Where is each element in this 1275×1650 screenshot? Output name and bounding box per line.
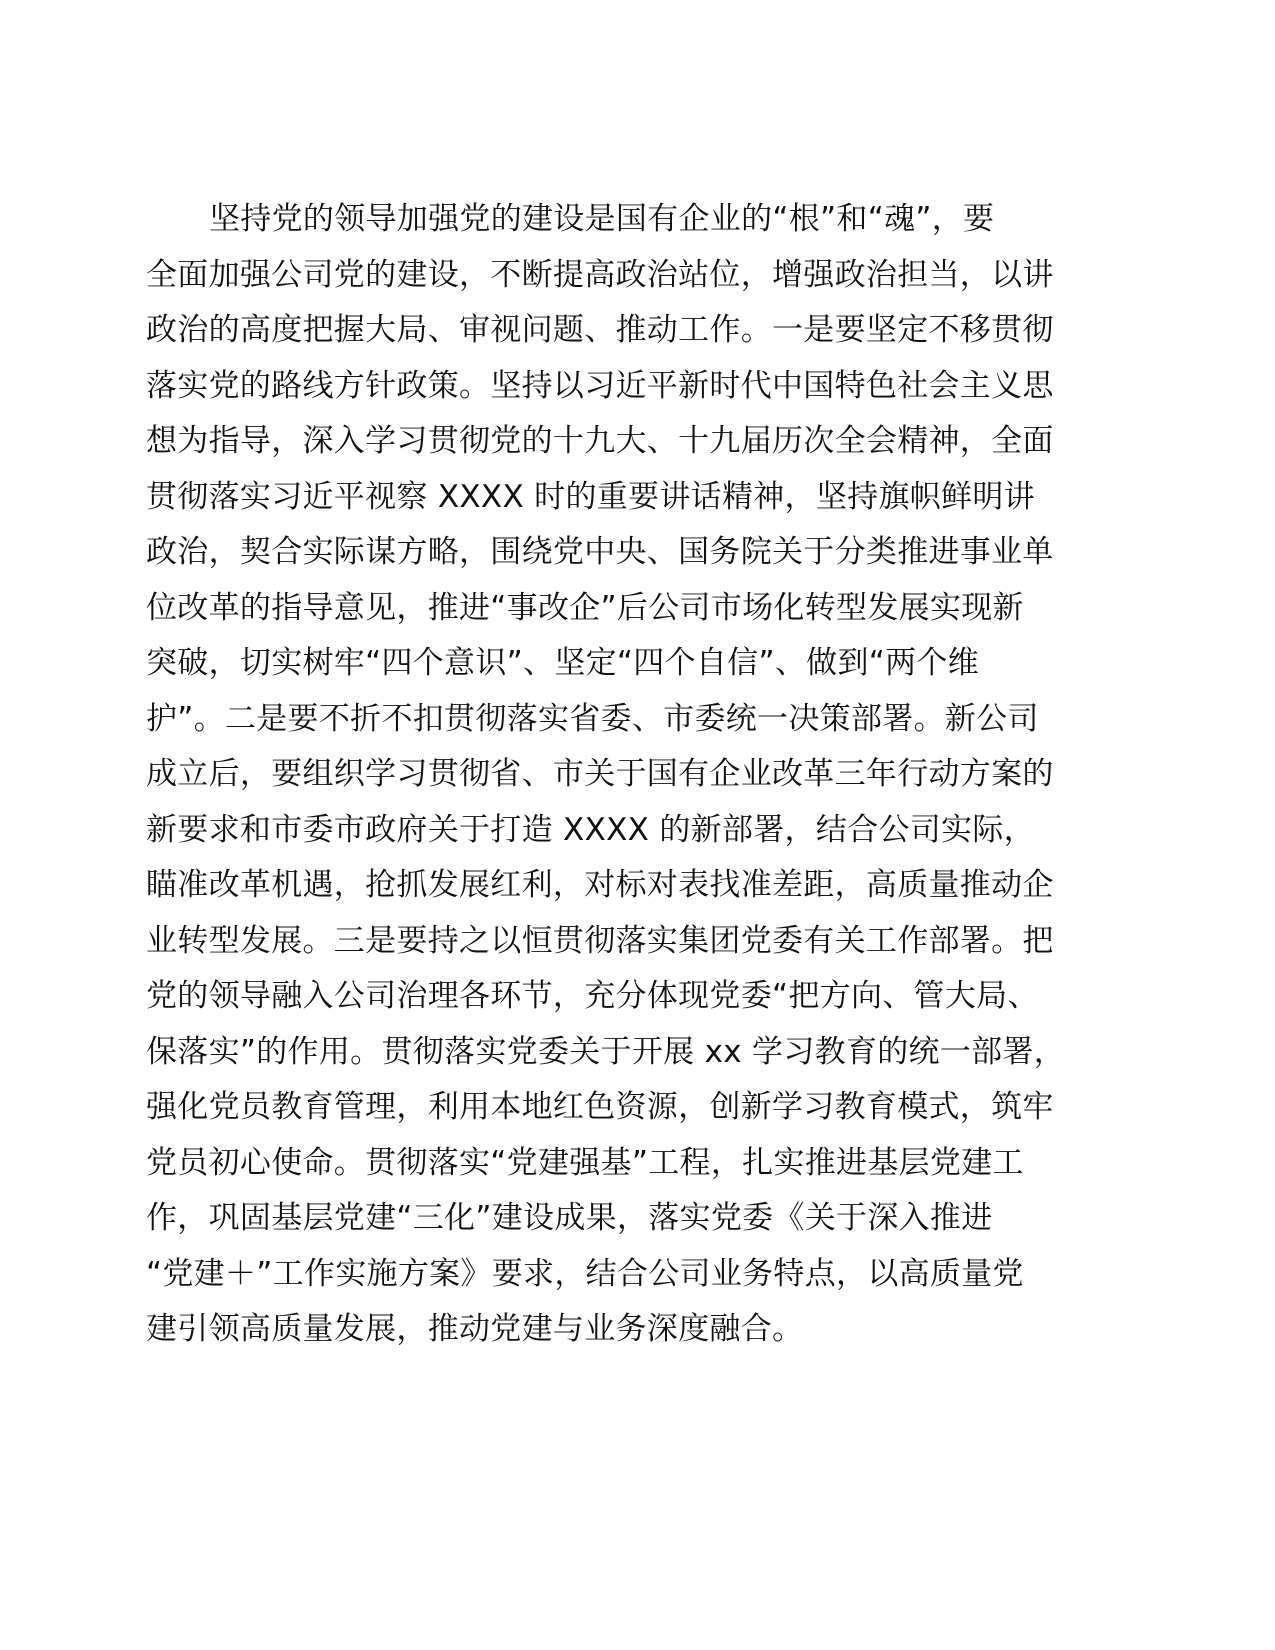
paragraph-line-15: 党的领导融入公司治理各环节，充分体现党委“把方向、管大局、 [146, 978, 1039, 1014]
paragraph-line-16: 保落实”的作用。贯彻落实党委关于开展 xx 学习教育的统一部署， [146, 1033, 1066, 1070]
paragraph-line-6: 贯彻落实习近平视察 XXXX 时的重要讲话精神，坚持旗帜鲜明讲 [146, 478, 1035, 515]
paragraph-line-20: “党建＋”工作实施方案》要求，结合公司业务特点，以高质量党 [146, 1255, 1024, 1292]
paragraph-line-9: 突破，切实树牢“四个意识”、坚定“四个自信”、做到“两个维 [146, 645, 979, 681]
paragraph-line-12: 新要求和市委市政府关于打造 XXXX 的新部署，结合公司实际， [146, 811, 1035, 848]
paragraph-line-8: 位改革的指导意见，推进“事改企”后公司市场化转型发展实现新 [146, 589, 1024, 626]
paragraph-line-2: 全面加强公司党的建设，不断提高政治站位，增强政治担当，以讲 [146, 256, 1054, 293]
paragraph-line-13: 瞄准改革机遇，抢抓发展红利，对标对表找准差距，高质量推动企 [146, 867, 1054, 903]
paragraph-line-21: 建引领高质量发展，推动党建与业务深度融合。 [146, 1311, 804, 1347]
paragraph-line-11: 成立后，要组织学习贯彻省、市关于国有企业改革三年行动方案的 [146, 756, 1054, 792]
paragraph-line-10: 护”。二是要不折不扣贯彻落实省委、市委统一决策部署。新公司 [146, 700, 1039, 737]
paragraph-line-17: 强化党员教育管理，利用本地红色资源，创新学习教育模式，筑牢 [146, 1089, 1054, 1125]
body-paragraph [146, 192, 1106, 1358]
paragraph-line-5: 想为指导，深入学习贯彻党的十九大、十九届历次全会精神，全面 [146, 423, 1054, 459]
paragraph-line-14: 业转型发展。三是要持之以恒贯彻落实集团党委有关工作部署。把 [146, 922, 1054, 959]
paragraph-line-4: 落实党的路线方针政策。坚持以习近平新时代中国特色社会主义思 [146, 367, 1054, 404]
paragraph-line-19: 作，巩固基层党建“三化”建设成果，落实党委《关于深入推进 [146, 1200, 993, 1236]
paragraph-line-3: 政治的高度把握大局、审视问题、推动工作。一是要坚定不移贯彻 [146, 312, 1054, 348]
paragraph-line-18: 党员初心使命。贯彻落实“党建强基”工程，扎实推进基层党建工 [146, 1144, 1024, 1181]
paragraph-line-7: 政治，契合实际谋方略，围绕党中央、国务院关于分类推进事业单 [146, 534, 1054, 570]
paragraph-line-1: 坚持党的领导加强党的建设是国有企业的“根”和“魂”，要 [209, 201, 995, 237]
